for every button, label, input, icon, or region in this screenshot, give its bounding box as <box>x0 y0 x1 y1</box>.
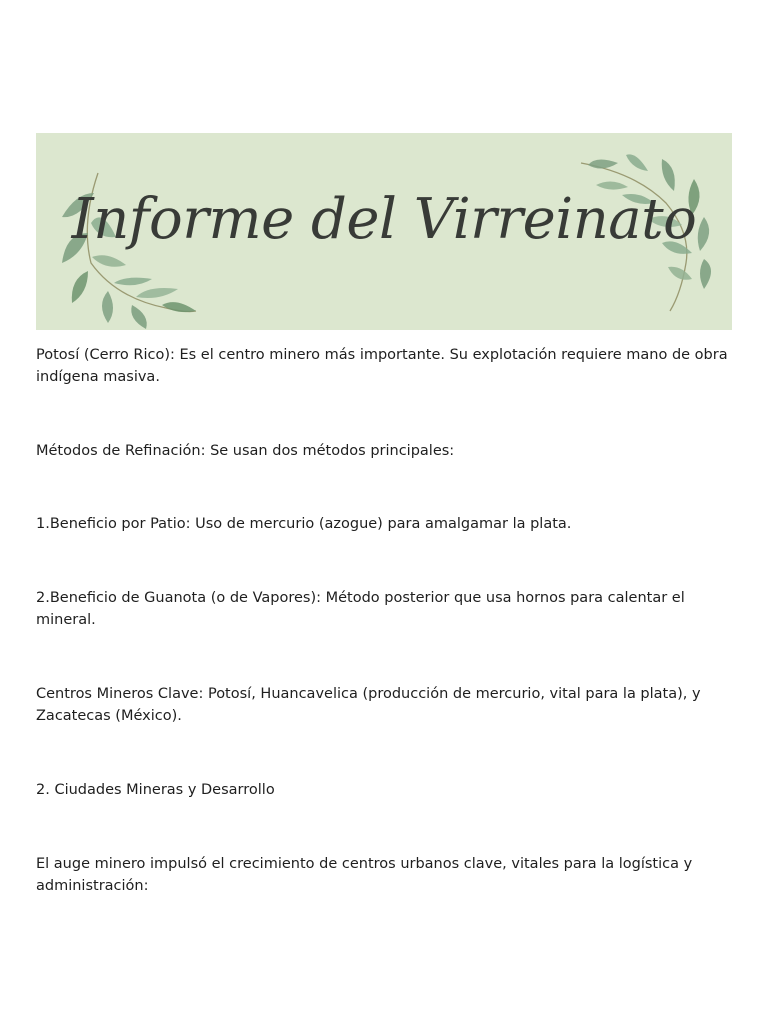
banner-title: Informe del Virreinato <box>71 187 697 252</box>
paragraph-potosi: Potosí (Cerro Rico): Es el centro minero más importante. Su explotación requiere mano de obra indígena masiva. <box>36 347 728 385</box>
paragraph-guanota-method: 2.Beneficio de Guanota (o de Vapores): Método posterior que usa hornos para calentar el mineral. <box>36 590 685 628</box>
paragraph-patio-method: 1.Beneficio por Patio: Uso de mercurio (azogue) para amalgamar la plata. <box>36 516 572 532</box>
paragraph-refining-methods: Métodos de Refinación: Se usan dos métodos principales: <box>36 443 455 459</box>
paragraph-mining-centers: Centros Mineros Clave: Potosí, Huancavelica (producción de mercurio, vital para la plata), y Zacatecas (México). <box>36 686 701 724</box>
section-heading-mining-cities: 2. Ciudades Mineras y Desarrollo <box>36 782 275 798</box>
header-banner <box>36 133 732 330</box>
paragraph-mining-boom: El auge minero impulsó el crecimiento de centros urbanos clave, vitales para la logística y administración: <box>36 856 693 894</box>
